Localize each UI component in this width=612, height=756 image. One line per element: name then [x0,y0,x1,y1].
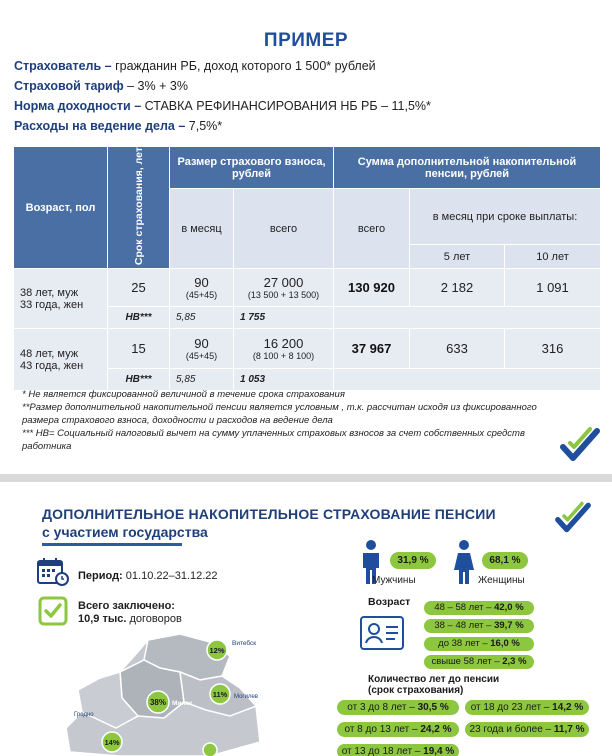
map-pin-brest [203,743,217,756]
svg-text:14%: 14% [104,738,120,747]
slide-title: ДОПОЛНИТЕЛЬНОЕ НАКОПИТЕЛЬНОЕ СТРАХОВАНИЕ ПЕНСИИ [42,506,496,522]
men-label: Мужчины [372,575,416,586]
age-pill: 38 – 48 лет – 39,7 % [424,619,534,633]
footnotes [22,388,562,453]
header-10-years: 10 лет [505,245,601,269]
checkbox-icon [38,596,68,626]
years-subtitle: (срок страхования) [368,685,464,696]
total-contracts: Всего заключено: 10,9 тыс. договоров [78,600,182,625]
years-pill: от 13 до 18 лет – 19,4 % [337,744,459,756]
woman-icon [452,540,476,584]
condition-yield: Норма доходности – СТАВКА РЕФИНАНСИРОВАНИЯ НБ РБ – 11,5%* [14,99,431,113]
period-text: Период: 01.10.22–31.12.22 [78,570,218,582]
example-table [13,146,601,391]
condition-expenses: Расходы на ведение дела – 7,5%* [14,119,223,133]
svg-text:11%: 11% [212,690,228,699]
svg-text:Витебск: Витебск [232,640,257,647]
term-cell: 15 [108,329,170,369]
sum-cell: 37 967 [334,329,410,369]
nv-label: НВ*** [108,307,170,329]
id-card-icon [360,616,404,650]
svg-text:Гродно: Гродно [74,712,94,718]
header-per-month: в месяц [170,189,234,269]
belarus-map [60,632,270,756]
nv-month: 5,85 [170,369,234,391]
table-row [14,269,601,307]
svg-text:Минск: Минск [172,700,193,707]
total-cell: 16 200 (8 100 + 8 100) [234,329,334,369]
slide-statistics [0,482,612,756]
svg-text:Могилев: Могилев [234,694,258,700]
nv-total: 1 053 [234,369,334,391]
footnote-1: * Не является фиксированной величиной в течение срока страхования [22,389,345,400]
years-title: Количество лет до пенсии [368,674,500,685]
month-cell: 90 (45+45) [170,329,234,369]
men-percent-badge: 31,9 % [390,552,436,569]
footnote-3: *** НВ= Социальный налоговый вычет на сумму уплаченных страховых взносов за счет собственных средств работника [22,428,525,452]
years-pill: 23 года и более – 11,7 % [465,722,589,737]
y5-cell: 633 [410,329,505,369]
y10-cell: 316 [505,329,601,369]
title-underline [42,543,182,546]
term-cell: 25 [108,269,170,307]
nv-label: НВ*** [108,369,170,391]
header-5-years: 5 лет [410,245,505,269]
header-sum-total: всего [334,189,410,269]
header-term: Срок страхования, лет [108,147,170,269]
condition-insurer: Страхователь – гражданин РБ, доход которого 1 500* рублей [14,59,376,73]
header-per-month-term: в месяц при сроке выплаты: [410,189,601,245]
header-pension-sum: Сумма дополнительной накопительной пенсии, рублей [334,147,601,189]
page-title: ПРИМЕР [263,30,349,51]
checkmark-logo-icon [560,425,600,463]
years-pill: от 18 до 23 лет – 14,2 % [465,700,589,715]
nv-month: 5,85 [170,307,234,329]
checkmark-logo-icon [555,500,591,534]
age-cell: 38 лет, муж 33 года, жен [14,269,108,329]
footnote-2: **Размер дополнительной накопительной пенсии является условным , т.к. рассчитан исходя из фиксированного размера страхового взноса, доходности и расходов на ведение дела [22,402,537,426]
y10-cell: 1 091 [505,269,601,307]
age-pill: свыше 58 лет – 2,3 % [424,655,534,669]
women-label: Женщины [478,575,525,586]
conditions-list [14,56,431,136]
header-contribution: Размер страхового взноса, рублей [170,147,334,189]
sum-cell: 130 920 [334,269,410,307]
month-cell: 90 (45+45) [170,269,234,307]
map-pin-vitebsk [207,639,256,660]
women-percent-badge: 68,1 % [482,552,528,569]
age-pill: 48 – 58 лет – 42,0 % [424,601,534,615]
svg-text:12%: 12% [209,646,225,655]
years-pill: от 3 до 8 лет – 30,5 % [337,700,459,715]
table-row [14,329,601,369]
slide-subtitle: с участием государства [42,524,208,540]
age-cell: 48 лет, муж 43 года, жен [14,329,108,391]
svg-text:38%: 38% [149,698,167,707]
header-total: всего [234,189,334,269]
header-age: Возраст, пол [14,147,108,269]
years-pill: от 8 до 13 лет – 24,2 % [337,722,459,737]
slide-separator [0,474,612,482]
age-pill: до 38 лет – 16,0 % [424,637,534,651]
total-cell: 27 000 (13 500 + 13 500) [234,269,334,307]
age-title: Возраст [368,596,411,608]
condition-tariff: Страховой тариф – 3% + 3% [14,79,188,93]
y5-cell: 2 182 [410,269,505,307]
calendar-icon [36,556,70,588]
nv-total: 1 755 [234,307,334,329]
